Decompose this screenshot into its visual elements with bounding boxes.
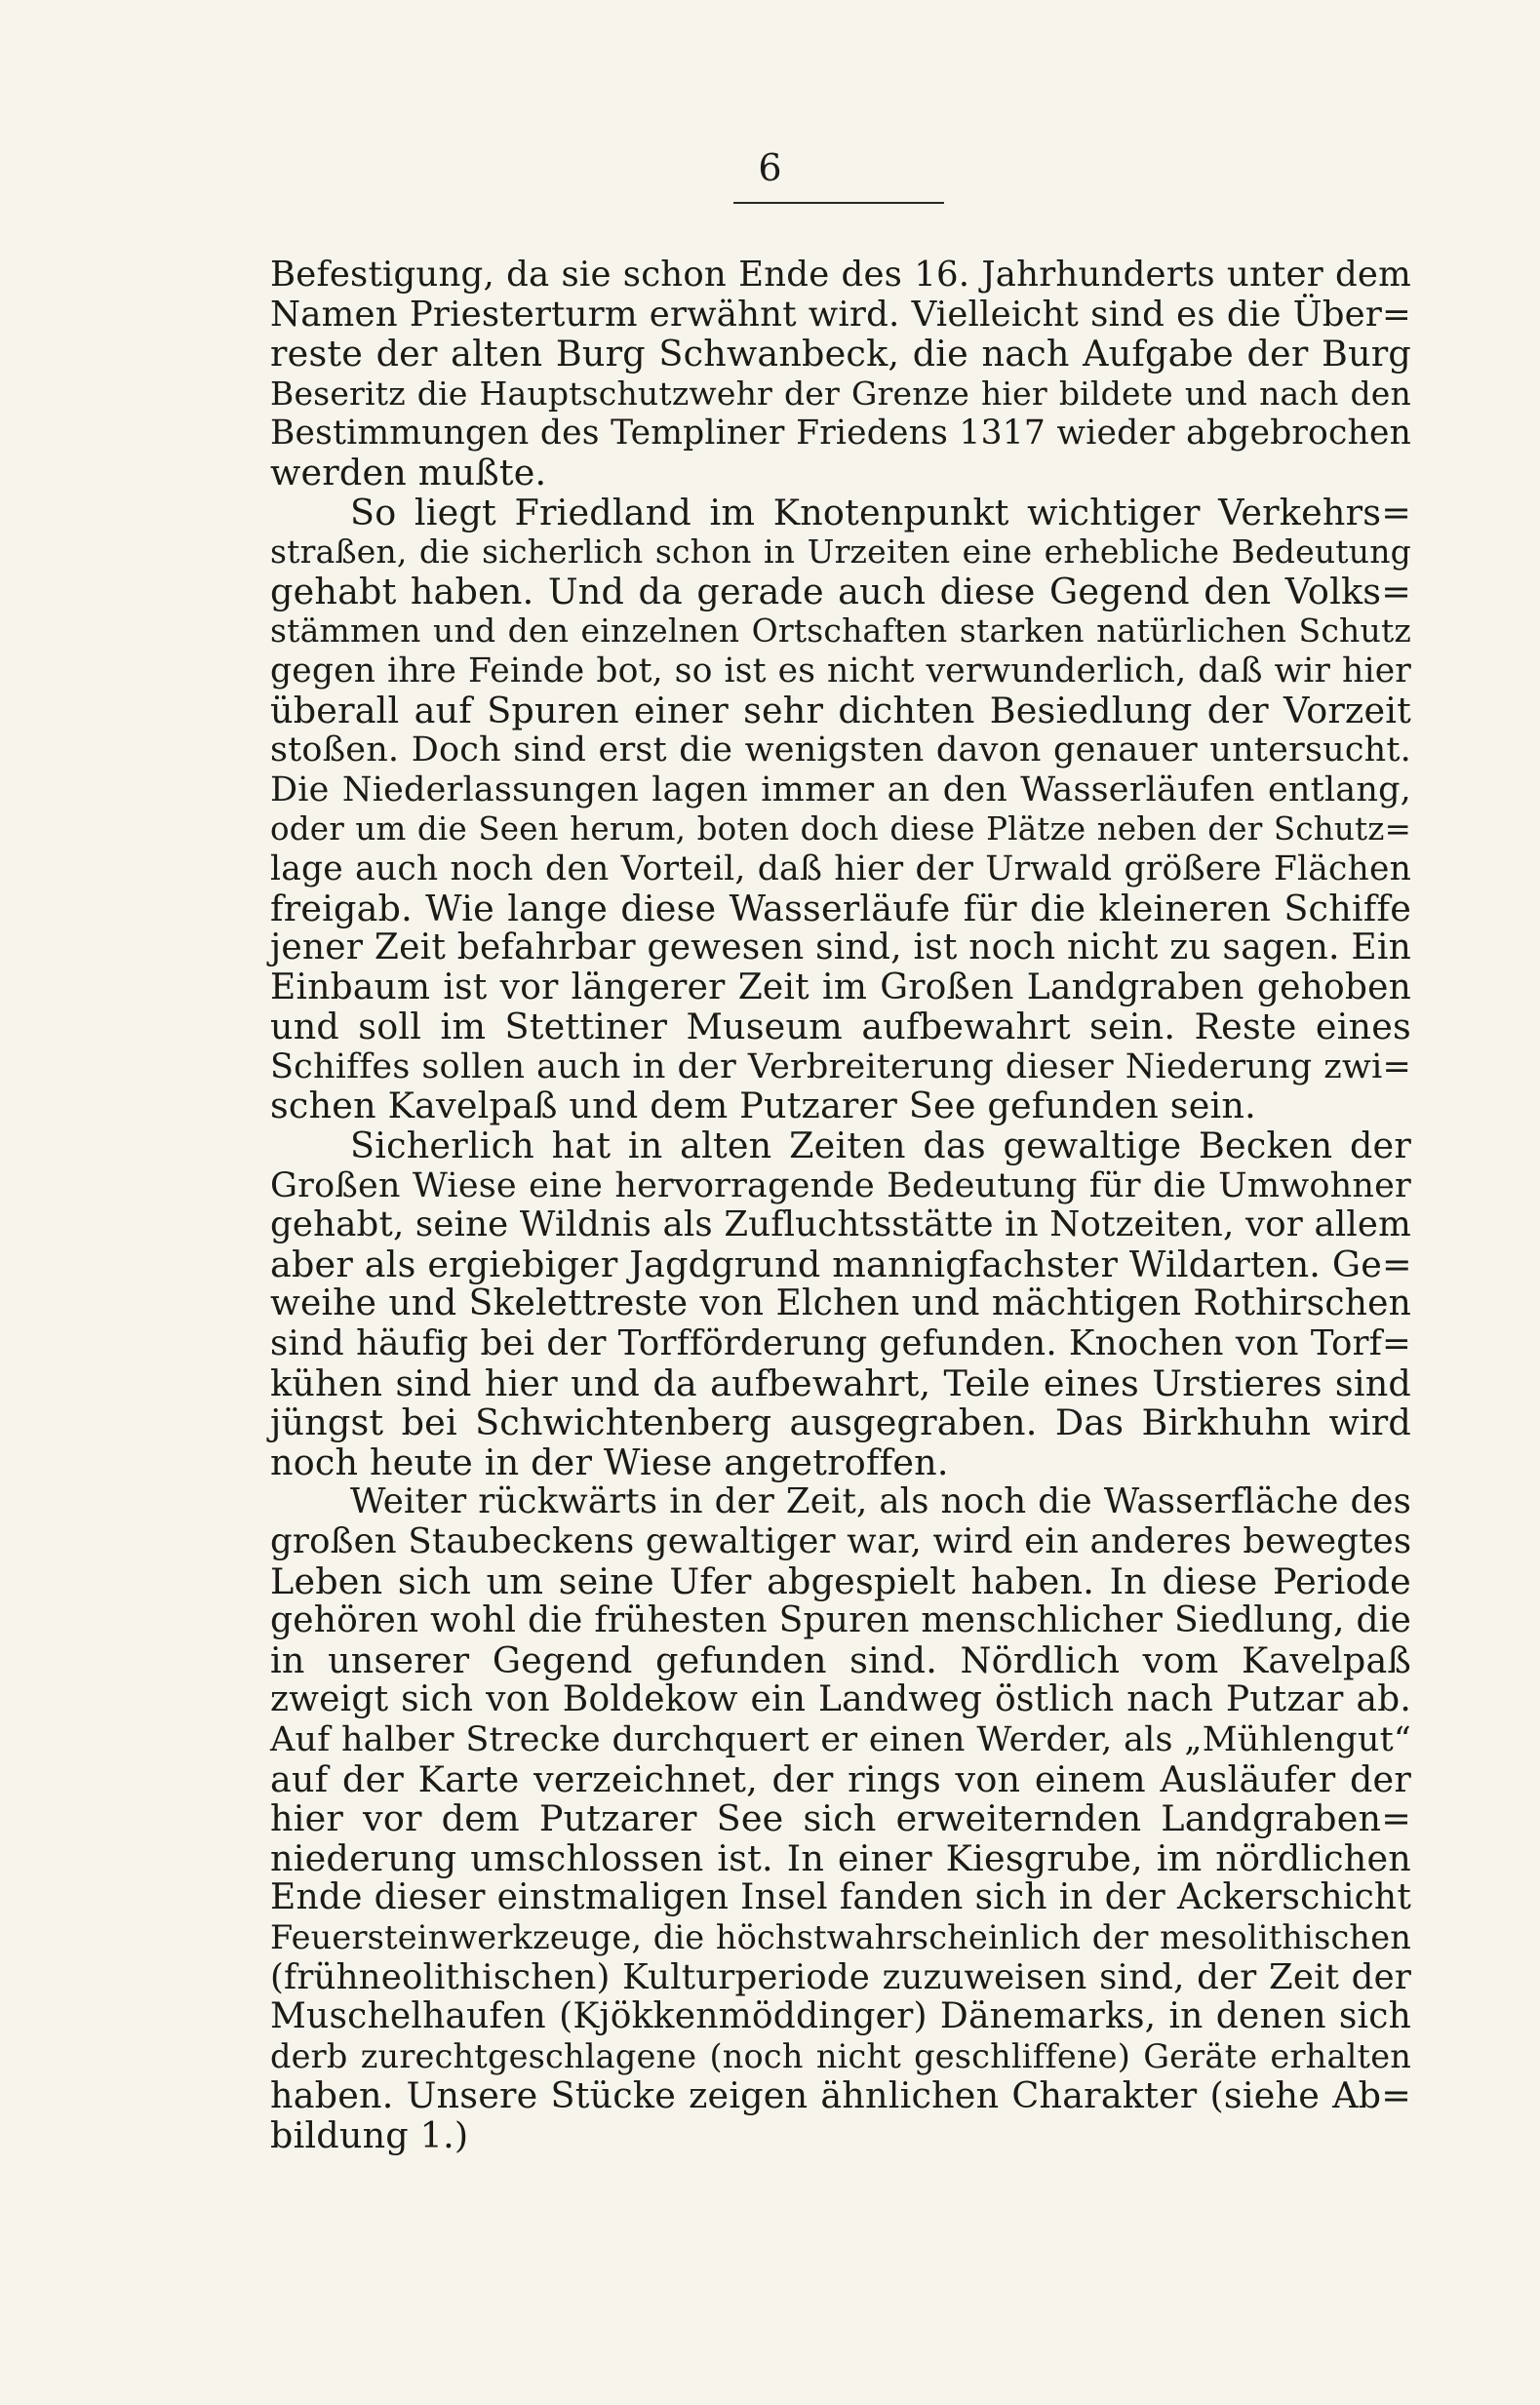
text-line: Auf halber Strecke durchquert er einen Werder, als „Mühlengut“ (270, 1719, 1411, 1759)
text-line: hier vor dem Putzarer See sich erweiternden Landgraben= (270, 1797, 1411, 1840)
text-line: stämmen und den einzelnen Ortschaften starken natürlichen Schutz (270, 611, 1411, 651)
text-line: haben. Unsere Stücke zeigen ähnlichen Charakter (siehe Ab= (270, 2074, 1411, 2117)
text-line: niederung umschlossen ist. In einer Kiesgrube, im nördlichen (270, 1836, 1411, 1879)
text-line: reste der alten Burg Schwanbeck, die nach Aufgabe der Burg (270, 333, 1411, 375)
text-line: überall auf Spuren einer sehr dichten Besiedlung der Vorzeit (270, 689, 1411, 731)
text-line: kühen sind hier und da aufbewahrt, Teile eines Urstieres sind (270, 1361, 1411, 1404)
header-rule (733, 202, 944, 204)
text-line: lage auch noch den Vorteil, daß hier der Urwald größere Flächen (270, 848, 1411, 888)
text-line: gehabt haben. Und da gerade auch diese Gegend den Volks= (270, 570, 1411, 612)
text-line: stoßen. Doch sind erst die wenigsten davon genauer untersucht. (270, 730, 1411, 770)
text-line: So liegt Friedland im Knotenpunkt wichtiger Verkehrs= (350, 491, 1411, 533)
text-line: Einbaum ist vor längerer Zeit im Großen Landgraben gehoben (270, 966, 1411, 1007)
text-line: sind häufig bei der Torfförderung gefunden. Knochen von Torf= (270, 1323, 1411, 1364)
body-text (270, 256, 1411, 2156)
text-line: werden mußte. (270, 451, 547, 493)
text-line: schen Kavelpaß und dem Putzarer See gefunden sein. (270, 1084, 1256, 1127)
text-line: oder um die Seen herum, boten doch diese Plätze neben der Schutz= (270, 810, 1411, 848)
page-number: 6 (758, 146, 782, 189)
text-line: derb zurechtgeschlagene (noch nicht geschliffene) Geräte erhalten (270, 2036, 1411, 2075)
text-line: gehabt, seine Wildnis als Zufluchtsstätte in Notzeiten, vor allem (270, 1204, 1411, 1245)
text-line: Leben sich um seine Ufer abgespielt haben. In diese Periode (270, 1559, 1411, 1602)
text-line: in unserer Gegend gefunden sind. Nördlich vom Kavelpaß (270, 1638, 1411, 1681)
text-line: Befestigung, da sie schon Ende des 16. Jahrhunderts unter dem (270, 255, 1411, 295)
text-line: großen Staubeckens gewaltiger war, wird ein anderes bewegtes (270, 1521, 1412, 1561)
text-line: weihe und Skelettreste von Elchen und mächtigen Rothirschen (270, 1283, 1411, 1324)
text-line: Weiter rückwärts in der Zeit, als noch die Wasserfläche des (350, 1481, 1411, 1522)
text-line: Feuersteinwerkzeuge, die höchstwahrscheinlich der mesolithischen (270, 1917, 1411, 1956)
text-line: Ende dieser einstmaligen Insel fanden sich in der Ackerschicht (270, 1877, 1411, 1918)
text-line: Schiffes sollen auch in der Verbreiterung dieser Niederung zwi= (270, 1046, 1411, 1086)
text-line: gehören wohl die frühesten Spuren menschlicher Siedlung, die (270, 1600, 1411, 1641)
text-line: und soll im Stettiner Museum aufbewahrt sein. Reste eines (270, 1005, 1411, 1048)
text-line: gegen ihre Feinde bot, so ist es nicht verwunderlich, daß wir hier (270, 651, 1411, 690)
text-line: jener Zeit befahrbar gewesen sind, ist noch nicht zu sagen. Ein (270, 927, 1411, 968)
text-line: noch heute in der Wiese angetroffen. (270, 1440, 949, 1483)
text-line: (frühneolithischen) Kulturperiode zuzuweisen sind, der Zeit der (270, 1956, 1411, 1997)
text-line: Die Niederlassungen lagen immer an den Wasserläufen entlang, (270, 769, 1411, 809)
text-line: freigab. Wie lange diese Wasserläufe für die kleineren Schiffe (270, 887, 1411, 929)
text-line: zweigt sich von Boldekow ein Landweg östlich nach Putzar ab. (270, 1679, 1411, 1720)
text-line: Muschelhaufen (Kjökkenmöddinger) Dänemarks, in denen sich (270, 1996, 1411, 2037)
text-line: jüngst bei Schwichtenberg ausgegraben. Das Birkhuhn wird (270, 1401, 1411, 1444)
text-line: bildung 1.) (270, 2113, 469, 2156)
text-line: auf der Karte verzeichnet, der rings von einem Ausläufer der (270, 1757, 1411, 1800)
text-line: Großen Wiese eine hervorragende Bedeutung für die Umwohner (270, 1165, 1411, 1205)
text-line: Bestimmungen des Templiner Friedens 1317 wieder abgebrochen (270, 414, 1411, 453)
text-line: Namen Priesterturm erwähnt wird. Vielleicht sind es die Über= (270, 294, 1411, 335)
text-line: aber als ergiebiger Jagdgrund mannigfachster Wildarten. Ge= (270, 1242, 1412, 1285)
text-line: Beseritz die Hauptschutzwehr der Grenze hier bildete und nach den (270, 374, 1411, 413)
text-line: straßen, die sicherlich schon in Urzeiten eine erhebliche Bedeutung (270, 532, 1411, 572)
text-line: Sicherlich hat in alten Zeiten das gewaltige Becken der (350, 1124, 1411, 1167)
